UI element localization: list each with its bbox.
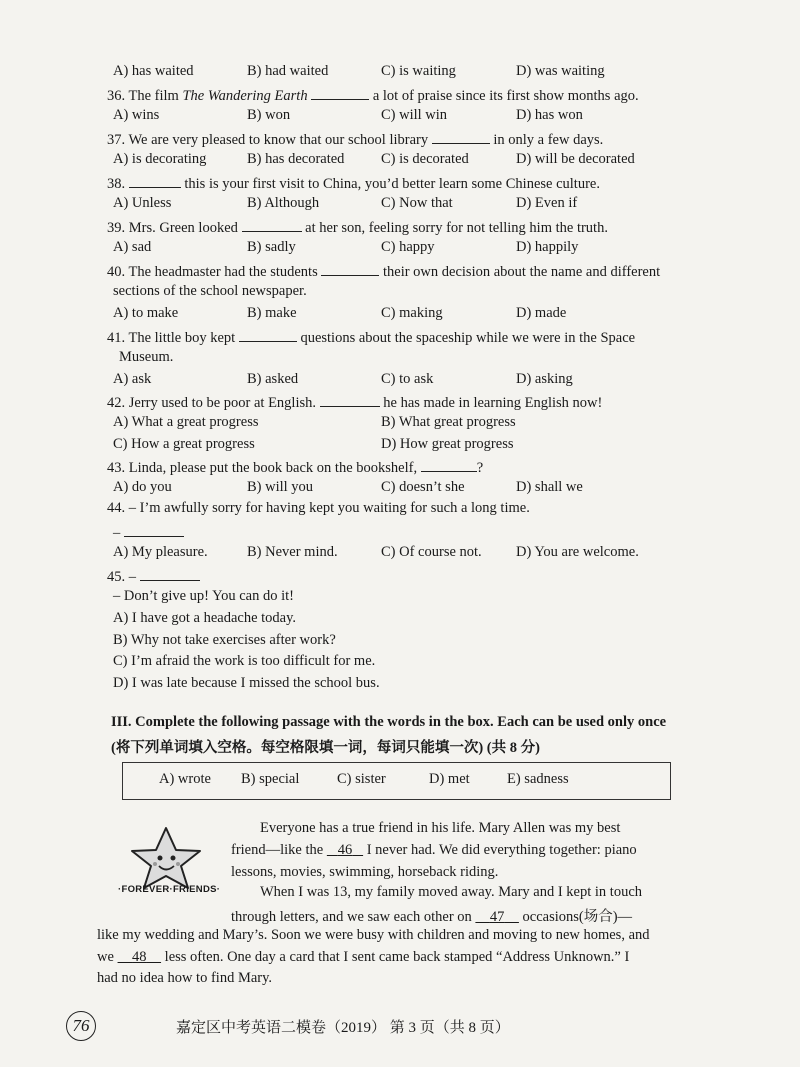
section3-heading-cn: (将下列单词填入空格。每空格限填一词，每词只能填一次) (共 8 分): [111, 740, 540, 756]
passage-p1-line1: Everyone has a true friend in his life. Mary Allen was my best: [260, 820, 621, 836]
q42-option-d: D) How great progress: [381, 436, 514, 452]
q41-option-a: A) ask: [113, 371, 152, 387]
q41-stem-line2: Museum.: [119, 349, 174, 365]
q38-stem: 38. this is your first visit to China, you’d better learn some Chinese culture.: [107, 173, 600, 193]
q42-option-a: A) What a great progress: [113, 414, 259, 430]
q45-option-c: C) I’m afraid the work is too difficult for me.: [113, 653, 376, 669]
q36-stem: 36. The film The Wandering Earth a lot of praise since its first show months ago.: [107, 85, 639, 105]
q40-stem-line2: sections of the school newspaper.: [113, 283, 307, 299]
passage-p2-line2: through letters, and we saw each other on 47 occasions(场合)—: [231, 909, 633, 925]
q35-option-b: B) had waited: [247, 63, 329, 79]
q35-option-a: A) has waited: [113, 63, 194, 79]
q37-option-c: C) is decorated: [381, 151, 469, 167]
q37-option-a: A) is decorating: [113, 151, 207, 167]
word-box: [122, 762, 671, 800]
q41-option-c: C) to ask: [381, 371, 434, 387]
q39-stem: 39. Mrs. Green looked at her son, feeling sorry for not telling him the truth.: [107, 217, 608, 237]
passage-p1-line3: lessons, movies, swimming, horseback riding.: [231, 864, 499, 880]
q43-option-c: C) doesn’t she: [381, 479, 465, 495]
q42-option-c: C) How a great progress: [113, 436, 255, 452]
q42-stem: 42. Jerry used to be poor at English. he has made in learning English now!: [107, 392, 602, 412]
q41-option-d: D) asking: [516, 371, 573, 387]
passage-p1-line2: friend—like the 46 I never had. We did everything together: piano: [231, 842, 637, 858]
passage-p2-line1: When I was 13, my family moved away. Mary and I kept in touch: [260, 884, 642, 900]
forever-friends-illustration: [118, 824, 221, 905]
q42-option-b: B) What great progress: [381, 414, 516, 430]
q45-stem: 45. –: [107, 566, 200, 586]
q38-option-b: B) Although: [247, 195, 320, 211]
q43-option-a: A) do you: [113, 479, 172, 495]
q37-option-d: D) will be decorated: [516, 151, 635, 167]
q35-option-d: D) was waiting: [516, 63, 605, 79]
q44-option-a: A) My pleasure.: [113, 544, 208, 560]
q36-option-d: D) has won: [516, 107, 583, 123]
passage-p2-line3: like my wedding and Mary’s. Soon we were busy with children and moving to new homes, and: [97, 927, 650, 943]
q38-option-d: D) Even if: [516, 195, 578, 211]
passage-p2-line4: we 48 less often. One day a card that I sent came back stamped “Address Unknown.” I: [97, 949, 630, 965]
q37-option-b: B) has decorated: [247, 151, 345, 167]
q45-stem-line2: – Don’t give up! You can do it!: [113, 588, 294, 604]
q43-option-d: D) shall we: [516, 479, 583, 495]
q44-option-b: B) Never mind.: [247, 544, 338, 560]
box-word-e: E) sadness: [507, 771, 569, 787]
q40-stem: 40. The headmaster had the students their own decision about the name and different: [107, 261, 660, 281]
q35-option-c: C) is waiting: [381, 63, 456, 79]
q41-option-b: B) asked: [247, 371, 299, 387]
q40-option-b: B) make: [247, 305, 297, 321]
q39-option-c: C) happy: [381, 239, 435, 255]
passage-p2-line5: had no idea how to find Mary.: [97, 970, 273, 986]
q44-option-d: D) You are welcome.: [516, 544, 639, 560]
q44-stem: 44. – I’m awfully sorry for having kept you waiting for such a long time.: [107, 500, 530, 516]
box-word-b: B) special: [241, 771, 300, 787]
q43-option-b: B) will you: [247, 479, 314, 495]
star-caption: ·FOREVER·FRIENDS·: [118, 884, 221, 895]
q45-option-b: B) Why not take exercises after work?: [113, 632, 336, 648]
q38-option-c: C) Now that: [381, 195, 453, 211]
section3-heading-en: III. Complete the following passage with the words in the box. Each can be used only once: [111, 714, 667, 730]
q40-option-d: D) made: [516, 305, 567, 321]
q45-option-a: A) I have got a headache today.: [113, 610, 297, 626]
q37-stem: 37. We are very pleased to know that our school library in only a few days.: [107, 129, 603, 149]
footer-text: 嘉定区中考英语二模卷（2019） 第 3 页（共 8 页）: [176, 1020, 510, 1036]
q36-option-a: A) wins: [113, 107, 160, 123]
q45-option-d: D) I was late because I missed the school bus.: [113, 675, 380, 691]
box-word-d: D) met: [429, 771, 470, 787]
q44-option-c: C) Of course not.: [381, 544, 482, 560]
box-word-a: A) wrote: [159, 771, 211, 787]
q38-option-a: A) Unless: [113, 195, 172, 211]
q41-stem: 41. The little boy kept questions about the spaceship while we were in the Space: [107, 327, 635, 347]
q39-option-b: B) sadly: [247, 239, 296, 255]
q44-stem-line2: –: [113, 522, 184, 542]
q39-option-a: A) sad: [113, 239, 152, 255]
q40-option-c: C) making: [381, 305, 443, 321]
q40-option-a: A) to make: [113, 305, 179, 321]
q36-option-b: B) won: [247, 107, 291, 123]
q39-option-d: D) happily: [516, 239, 579, 255]
q36-option-c: C) will win: [381, 107, 448, 123]
page-number-circle: 76: [66, 1011, 96, 1041]
q43-stem: 43. Linda, please put the book back on the bookshelf, ?: [107, 457, 483, 477]
box-word-c: C) sister: [337, 771, 386, 787]
